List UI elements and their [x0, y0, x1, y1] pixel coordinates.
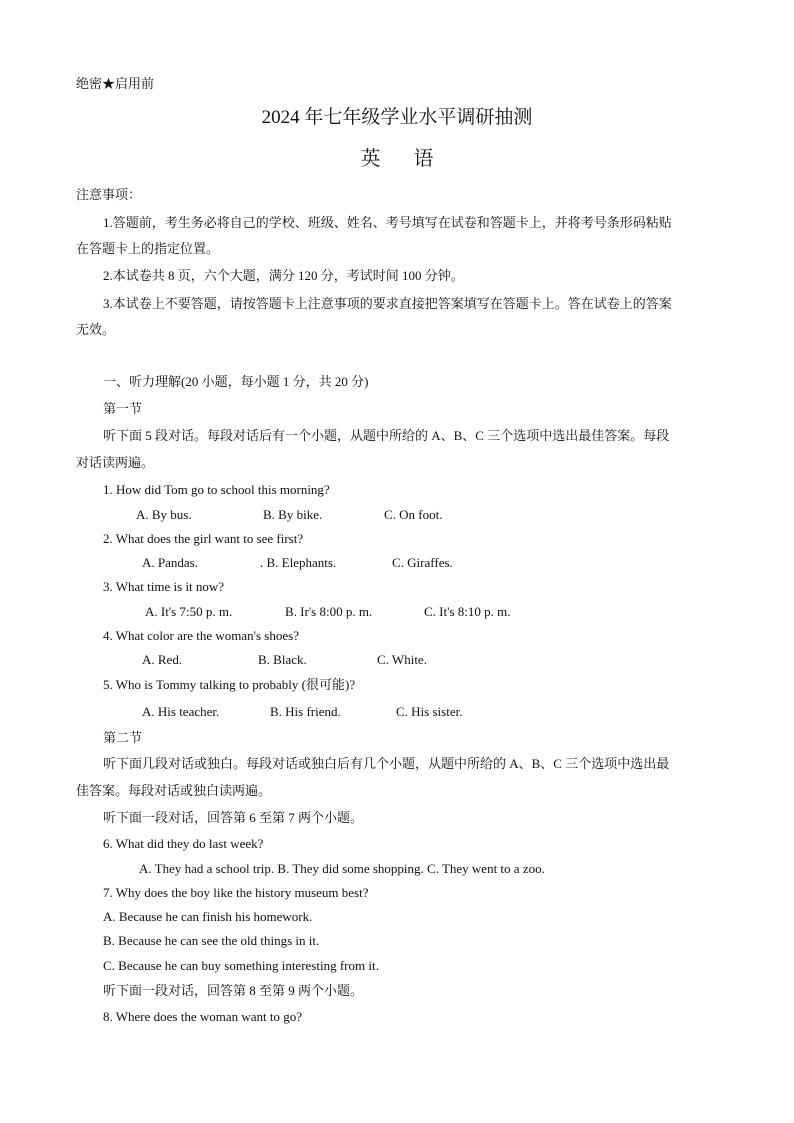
question-2-option-c: C. Giraffes.: [392, 555, 453, 570]
question-4-option-a: A. Red.: [142, 652, 183, 667]
question-3-option-c: C. It's 8:10 p. m.: [424, 604, 511, 619]
question-4-option-c: C. White.: [377, 652, 427, 667]
question-3-option-b: B. Ir's 8:00 p. m.: [285, 604, 373, 619]
question-3-option-a: A. It's 7:50 p. m.: [145, 604, 233, 619]
note-2: 2.本试卷共 8 页，六个大题，满分 120 分，考试时间 100 分钟。: [103, 268, 464, 283]
part-1-instructions-line-2: 对话读两遍。: [76, 455, 155, 470]
part-1-heading: 第一节: [103, 401, 143, 416]
note-1-line-2: 在答题卡上的指定位置。: [76, 241, 220, 256]
part-2-heading: 第二节: [103, 730, 143, 745]
question-5-option-a: A. His teacher.: [142, 704, 220, 719]
part-2-instructions-line-2: 佳答案。每段对话或独白读两遍。: [76, 783, 272, 798]
question-8: 8. Where does the woman want to go?: [103, 1009, 303, 1024]
question-7-option-c: C. Because he can buy something interesting from it.: [103, 958, 379, 973]
question-5-option-b: B. His friend.: [270, 704, 341, 719]
question-1-option-a: A. By bus.: [136, 507, 192, 522]
part-1-instructions-line-1: 听下面 5 段对话。每段对话后有一个小题，从题中所给的 A、B、C 三个选项中选出最佳答案。每段: [103, 428, 670, 443]
question-2-option-a: A. Pandas.: [142, 555, 198, 570]
question-3: 3. What time is it now?: [103, 579, 225, 594]
note-3-line-2: 无效。: [76, 322, 116, 337]
question-7: 7. Why does the boy like the history museum best?: [103, 885, 369, 900]
question-5-option-c: C. His sister.: [396, 704, 463, 719]
question-7-option-b: B. Because he can see the old things in it.: [103, 933, 320, 948]
question-6-options: A. They had a school trip. B. They did some shopping. C. They went to a zoo.: [139, 861, 545, 876]
confidential-label: 绝密★启用前: [76, 76, 155, 91]
question-7-option-a: A. Because he can finish his homework.: [103, 909, 313, 924]
notes-heading: 注意事项：: [76, 187, 142, 202]
question-1: 1. How did Tom go to school this morning?: [103, 482, 330, 497]
part-2-instructions-line-1: 听下面几段对话或独白。每段对话或独白后有几个小题，从题中所给的 A、B、C 三个选项中选出最: [103, 756, 670, 771]
question-2-option-b: . B. Elephants.: [260, 555, 337, 570]
question-4-option-b: B. Black.: [258, 652, 307, 667]
section-1-heading: 一、听力理解(20 小题，每小题 1 分，共 20 分): [103, 374, 369, 389]
exam-title: 2024 年七年级学业水平调研抽测: [261, 107, 533, 128]
dialog-instruction-8-9: 听下面一段对话，回答第 8 至第 9 两个小题。: [103, 983, 364, 998]
dialog-instruction-6-7: 听下面一段对话，回答第 6 至第 7 两个小题。: [103, 810, 364, 825]
question-6: 6. What did they do last week?: [103, 836, 264, 851]
question-4: 4. What color are the woman's shoes?: [103, 628, 299, 643]
subject-title: 英 语: [360, 148, 448, 170]
question-5: 5. Who is Tommy talking to probably (很可能)?: [103, 677, 356, 692]
note-3-line-1: 3.本试卷上不要答题，请按答题卡上注意事项的要求直接把答案填写在答题卡上。答在试卷上的答案: [103, 296, 672, 311]
note-1-line-1: 1.答题前，考生务必将自己的学校、班级、姓名、考号填写在试卷和答题卡上，并将考号条形码粘贴: [103, 215, 672, 230]
question-1-option-b: B. By bike.: [263, 507, 323, 522]
question-1-option-c: C. On foot.: [384, 507, 443, 522]
question-2: 2. What does the girl want to see first?: [103, 531, 304, 546]
